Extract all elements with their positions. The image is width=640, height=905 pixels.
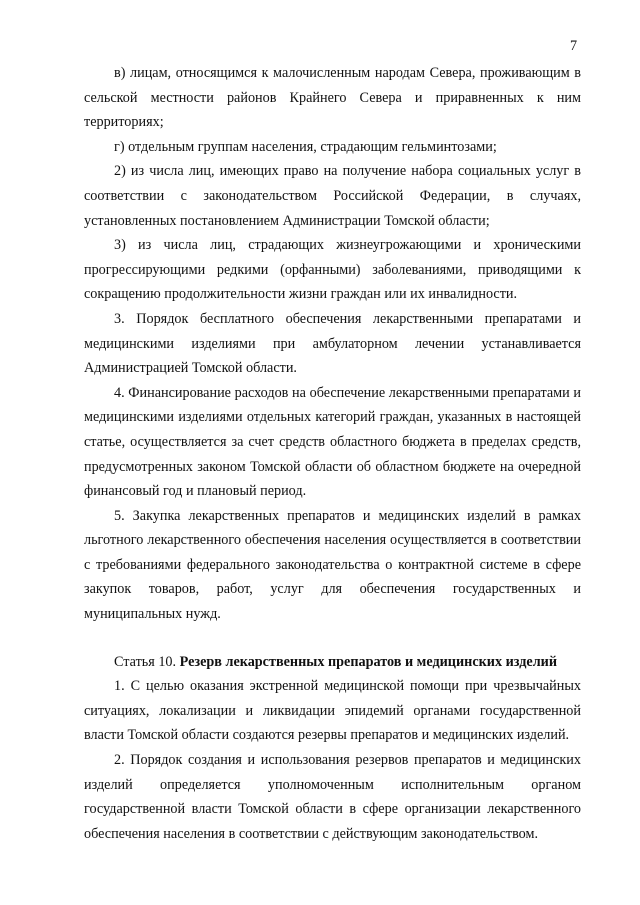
paragraph-section-5: 5. Закупка лекарственных препаратов и медицинских изделий в рамках льготного лекарственного обеспечения населения осуществляется в соответствии с требованиями федерального законодательства о контрактной системе в сфере закупок товаров, работ, услуг для обеспечения государственных и муниципальных нужд. xyxy=(84,507,581,623)
article-heading xyxy=(84,650,581,675)
paragraph-section-4: 4. Финансирование расходов на обеспечение лекарственными препаратами и медицинскими изделиями отдельных категорий граждан, указанных в настоящей статье, осуществляется за счет средств областного бюджета в пределах средств, предусмотренных законом Томской области об областном бюджете на очередной финансовый год и плановый период. xyxy=(84,384,581,500)
document-body xyxy=(84,61,581,846)
paragraph-item-g: г) отдельным группам населения, страдающим гельминтозами; xyxy=(114,138,497,155)
paragraph-article-10-2: 2. Порядок создания и использования резервов препаратов и медицинских изделий определяется уполномоченным исполнительным органом государственной власти Томской области в сфере организации лекарственного обеспечения населения в соответствии с действующим законодательством. xyxy=(84,752,581,842)
section-gap xyxy=(84,627,581,650)
paragraph-item-v: в) лицам, относящимся к малочисленным народам Севера, проживающим в сельской местности районов Крайнего Севера и приравненных к ним территориях; xyxy=(84,65,581,131)
article-title: Резерв лекарственных препаратов и медицинских изделий xyxy=(179,653,558,670)
paragraph-item-2: 2) из числа лиц, имеющих право на получение набора социальных услуг в соответствии с законодательством Российской Федерации, в случаях, установленных постановлением Администрации Томской области; xyxy=(84,163,581,229)
paragraph-article-10-1: 1. С целью оказания экстренной медицинской помощи при чрезвычайных ситуациях, локализации и ликвидации эпидемий органами государственной власти Томской области создаются резервы препаратов и медицинских изделий. xyxy=(84,678,581,744)
article-prefix: Статья 10. xyxy=(114,653,180,670)
paragraph-section-3: 3. Порядок бесплатного обеспечения лекарственными препаратами и медицинскими изделиями при амбулаторном лечении устанавливается Администрацией Томской области. xyxy=(84,310,581,377)
page-number: 7 xyxy=(570,38,578,54)
paragraph-item-3: 3) из числа лиц, страдающих жизнеугрожающими и хроническими прогрессирующими редкими (орфанными) заболеваниями, приводящими к сокращению продолжительности жизни граждан или их инвалидности. xyxy=(84,237,581,303)
